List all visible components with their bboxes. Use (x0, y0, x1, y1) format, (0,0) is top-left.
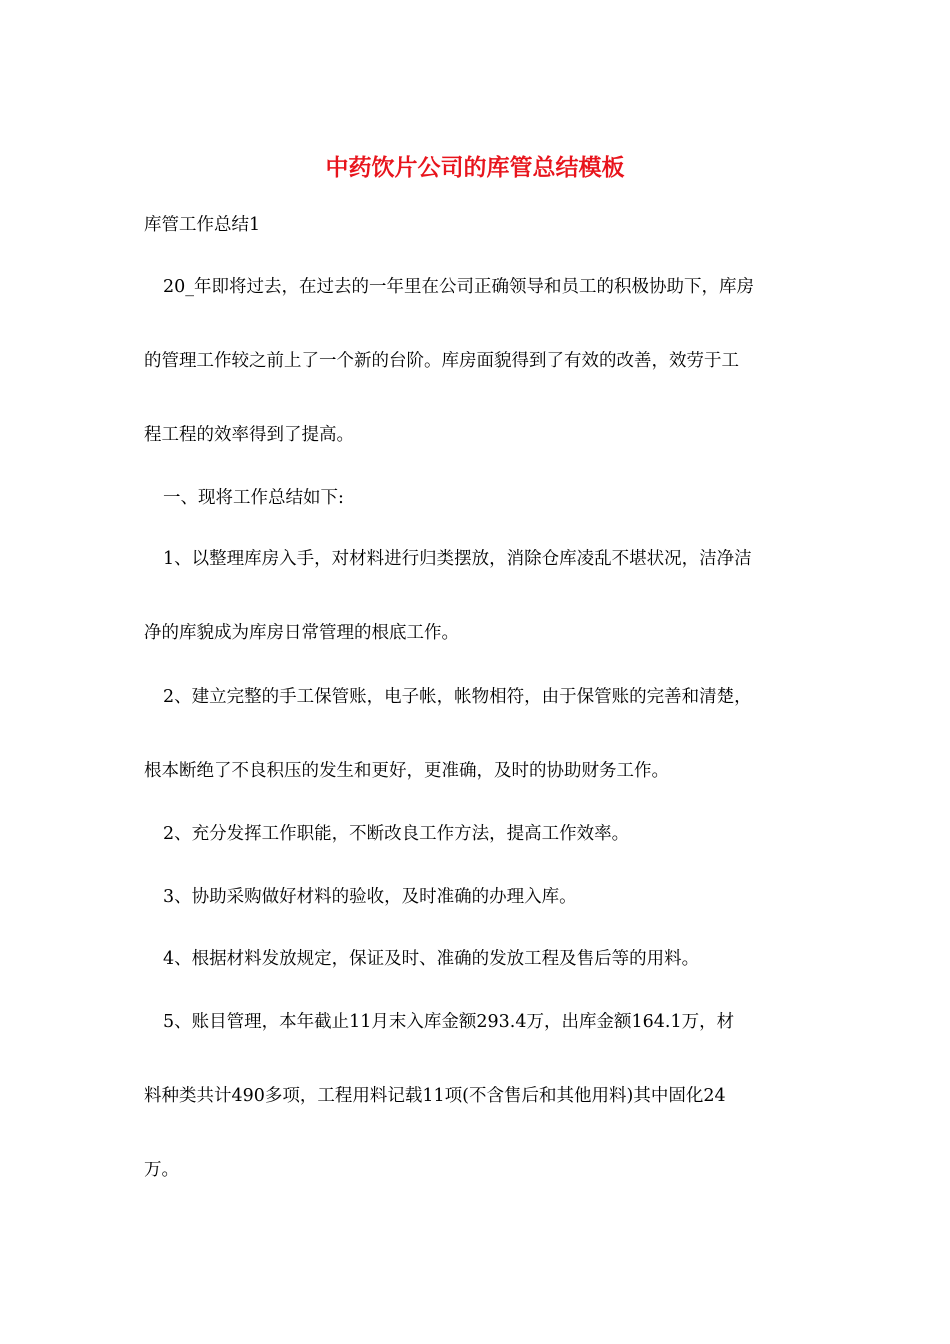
list-item-line: 2、建立完整的手工保管账，电子帐，帐物相符，由于保管账的完善和清楚， (163, 687, 752, 707)
list-item-line: 4、根据材料发放规定，保证及时、准确的发放工程及售后等的用料。 (163, 949, 700, 969)
paragraph-line: 的管理工作较之前上了一个新的台阶。库房面貌得到了有效的改善，效劳于工 (144, 351, 739, 371)
document-title: 中药饮片公司的库管总结模板 (325, 154, 625, 181)
list-item-line: 净的库貌成为库房日常管理的根底工作。 (144, 623, 459, 643)
paragraph-line: 程工程的效率得到了提高。 (144, 425, 354, 445)
list-item-line: 料种类共计490多项，工程用料记载11项(不含售后和其他用料)其中固化24 (144, 1086, 726, 1106)
paragraph-line: 20_年即将过去，在过去的一年里在公司正确领导和员工的积极协助下，库房 (163, 277, 755, 297)
list-item-line: 万。 (144, 1160, 179, 1180)
section-heading: 库管工作总结1 (144, 215, 261, 235)
list-item-line: 根本断绝了不良积压的发生和更好，更准确，及时的协助财务工作。 (144, 761, 669, 781)
list-item-line: 3、协助采购做好材料的验收，及时准确的办理入库。 (163, 887, 577, 907)
list-item-line: 1、以整理库房入手，对材料进行归类摆放，消除仓库凌乱不堪状况，洁净洁 (163, 549, 752, 569)
list-item-line: 2、充分发挥工作职能，不断改良工作方法，提高工作效率。 (163, 824, 630, 844)
list-item-line: 5、账目管理，本年截止11月末入库金额293.4万，出库金额164.1万，材 (163, 1012, 735, 1032)
subsection-heading: 一、现将工作总结如下: (163, 488, 344, 508)
